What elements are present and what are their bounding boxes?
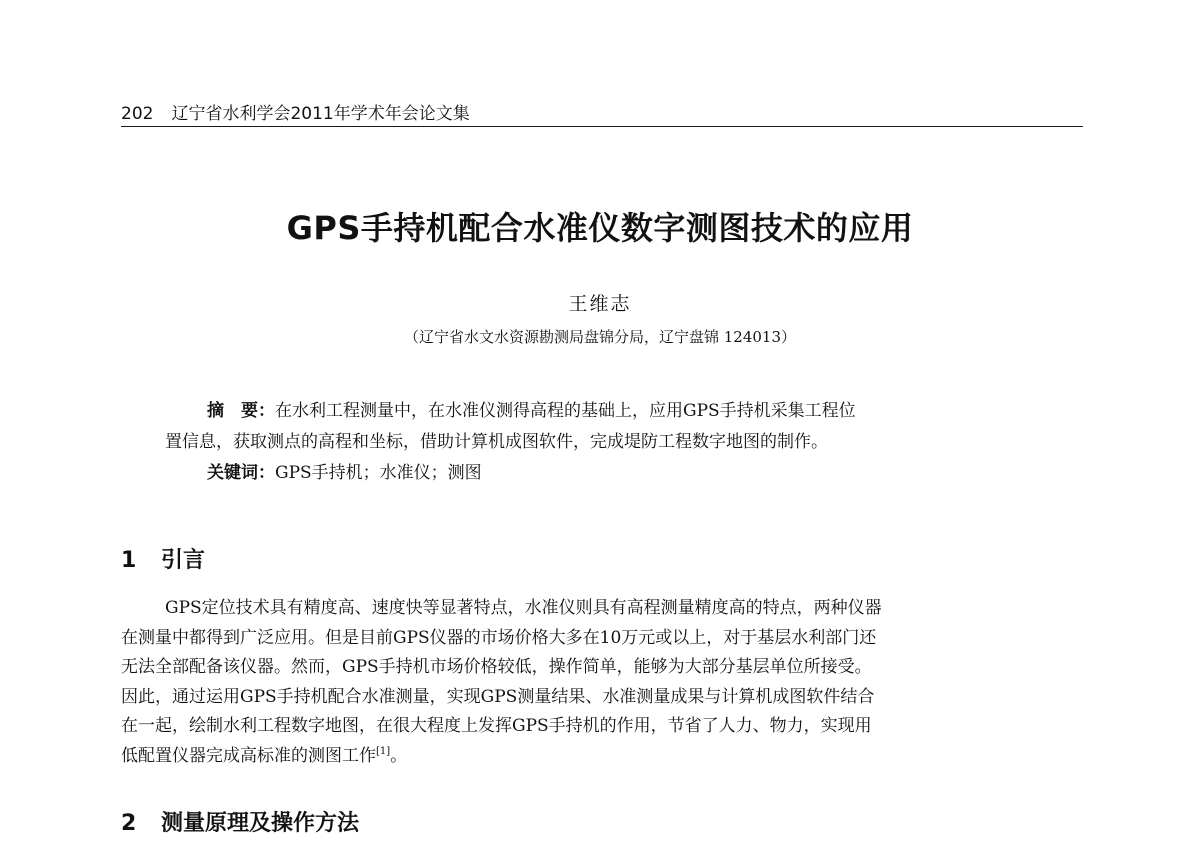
section-title: 引言 — [161, 548, 206, 573]
section-heading-principle — [121, 809, 359, 839]
running-header — [121, 104, 1083, 127]
abstract-text: 在水利工程测量中，在水准仪测得高程的基础上，应用GPS手持机采集工程位 — [275, 401, 856, 421]
introduction-paragraph — [121, 594, 1083, 772]
paper-title: GPS手持机配合水准仪数字测图技术的应用 — [286, 209, 914, 247]
paragraph-line: 在测量中都得到广泛应用。但是目前GPS仪器的市场价格大多在10万元或以上，对于基层水利部门还 — [121, 627, 877, 648]
keywords-text: GPS手持机；水准仪；测图 — [275, 463, 482, 483]
author-name: 王维志 — [568, 293, 632, 315]
abstract-line — [165, 396, 1045, 427]
keywords-label: 关键词： — [207, 463, 275, 483]
paragraph-last-punct: 。 — [390, 745, 408, 766]
section-number: 2 — [121, 811, 137, 836]
page-number: 202 — [121, 104, 154, 124]
section-number: 1 — [121, 548, 137, 573]
cut-off-subheading — [158, 853, 238, 865]
abstract — [165, 396, 1045, 489]
section-title: 测量原理及操作方法 — [161, 811, 360, 836]
abstract-line: 置信息，获取测点的高程和坐标，借助计算机成图软件，完成堤防工程数字地图的制作。 — [165, 432, 828, 452]
paragraph-line: 因此，通过运用GPS手持机配合水准测量，实现GPS测量结果、水准测量成果与计算机成图软件结合 — [121, 686, 875, 707]
citation-reference: [1] — [376, 745, 391, 757]
abstract-label: 摘 要： — [207, 401, 275, 421]
paragraph-last-text: 低配置仪器完成高标准的测图工作 — [121, 745, 376, 766]
paragraph-line: GPS定位技术具有精度高、速度快等显著特点，水准仪则具有高程测量精度高的特点，两种仪器 — [165, 598, 882, 618]
paragraph-line: 无法全部配备该仪器。然而，GPS手持机市场价格较低，操作简单，能够为大部分基层单位所接受。 — [121, 657, 872, 678]
section-heading-introduction — [121, 546, 205, 576]
author-affiliation: （辽宁省水文水资源勘测局盘锦分局，辽宁盘锦 124013） — [403, 328, 797, 346]
journal-name: 辽宁省水利学会2011年学术年会论文集 — [171, 104, 470, 124]
paragraph-line — [121, 742, 1083, 772]
keywords — [165, 458, 1045, 489]
paragraph-line: 在一起，绘制水利工程数字地图，在很大程度上发挥GPS手持机的作用，节省了人力、物力，实现用 — [121, 716, 872, 737]
